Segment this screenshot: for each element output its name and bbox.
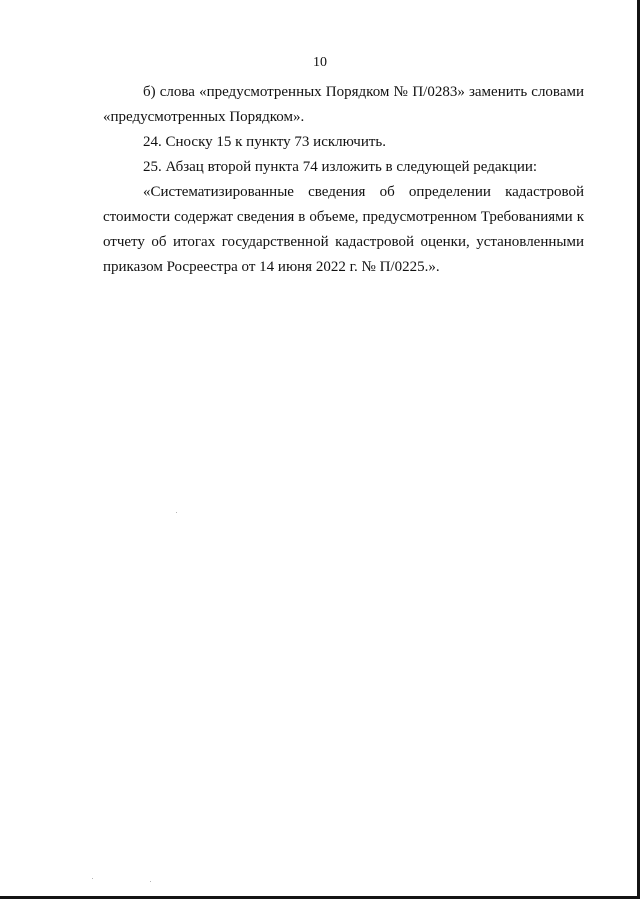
paragraph-item-25: 25. Абзац второй пункта 74 изложить в следующей редакции:	[143, 159, 538, 175]
page-number: 10	[313, 55, 327, 70]
paragraph-quoted-text: «Систематизированные сведения об определении кадастровой стоимости содержат сведения в объеме, предусмотренном Требованиями к отчету об итогах государственной кадастровой оценки, установленными приказом Росреестра от 14 июня 2022 г. № П/0225.».	[103, 184, 584, 275]
scan-speck	[92, 878, 93, 879]
scan-speck	[176, 512, 177, 513]
paragraph-amendment-b: б) слова «предусмотренных Порядком № П/0283» заменить словами «предусмотренных Порядком».	[103, 84, 584, 125]
document-body	[103, 80, 584, 280]
paragraph-item-24: 24. Сноску 15 к пункту 73 исключить.	[143, 134, 386, 150]
scan-speck	[150, 881, 151, 882]
